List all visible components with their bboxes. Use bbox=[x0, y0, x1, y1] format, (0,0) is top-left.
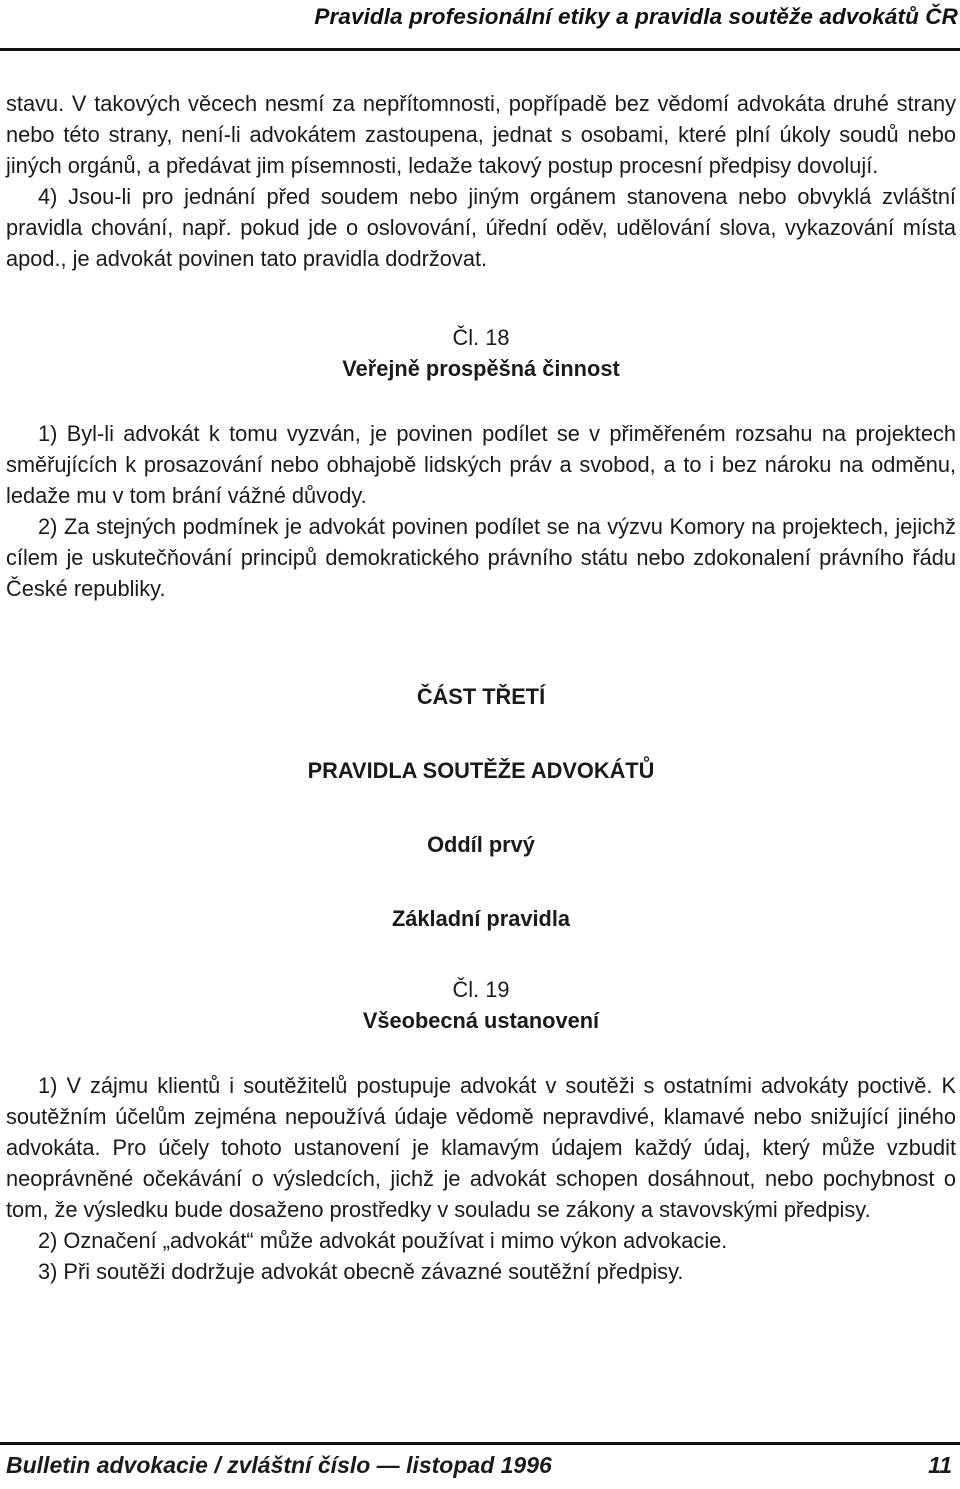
article-18-number: Čl. 18 bbox=[452, 325, 510, 350]
footer-publication: Bulletin advokacie / zvláštní číslo — listopad 1996 bbox=[6, 1452, 552, 1478]
article-19 bbox=[6, 974, 956, 1287]
page-content bbox=[6, 88, 956, 1287]
section-label: Oddíl prvý bbox=[427, 832, 535, 857]
article-19-paragraph-3: 3) Při soutěži dodržuje advokát obecně závazné soutěžní předpisy. bbox=[38, 1259, 684, 1284]
page-number: 11 bbox=[928, 1452, 952, 1478]
article-19-paragraph-2: 2) Označení „advokát“ může advokát používat i mimo výkon advokacie. bbox=[38, 1228, 728, 1253]
article-19-title: Všeobecná ustanovení bbox=[362, 1008, 600, 1033]
article-18-paragraph-1: 1) Byl-li advokát k tomu vyzván, je povinen podílet se v přiměřeném rozsahu na projektech směřujících k prosazování nebo obhajobě lidských práv a svobod, a to i bez nároku na odměnu, ledaže mu v tom brání vážné důvody. bbox=[6, 421, 956, 508]
article-18-title: Veřejně prospěšná činnost bbox=[342, 356, 620, 381]
part-title: PRAVIDLA SOUTĚŽE ADVOKÁTŮ bbox=[307, 758, 655, 783]
article-18 bbox=[6, 322, 956, 604]
footer-rule bbox=[0, 1442, 960, 1445]
article-19-paragraph-1: 1) V zájmu klientů i soutěžitelů postupuje advokát v soutěži s ostatními advokáty poctivě. K soutěžním účelům zejména nepoužívá údaje vědomě nepravdivé, klamavé nebo snižující jiného advokáta. Pro účely tohoto ustanovení je klamavým údajem každý údaj, který může vzbudit neoprávněné očekávání o výsledcích, jichž je advokát schopen dosáhnout, nebo pochybnost o tom, že výsledku bude dosaženo prostředky v souladu se zákony a stavovskými předpisy. bbox=[6, 1073, 956, 1222]
paragraph-4: 4) Jsou-li pro jednání před soudem nebo jiným orgánem stanovena nebo obvyklá zvláštní pravidla chování, např. pokud jde o oslovování, úřední oděv, udělování slova, vykazování místa apod., je advokát povinen tato pravidla dodržovat. bbox=[6, 184, 956, 271]
section-title: Základní pravidla bbox=[391, 906, 571, 931]
part-three bbox=[6, 681, 956, 934]
running-footer bbox=[6, 1452, 952, 1479]
part-label: ČÁST TŘETÍ bbox=[416, 684, 546, 709]
article-19-number: Čl. 19 bbox=[452, 977, 510, 1002]
running-header: Pravidla profesionální etiky a pravidla soutěže advokátů ČR bbox=[314, 4, 958, 29]
paragraph-intro: stavu. V takových věcech nesmí za nepřítomnosti, popřípadě bez vědomí advokáta druhé strany nebo této strany, není-li advokátem zastoupena, jednat s osobami, které plní úkoly soudů nebo jiných orgánů, a předávat jim písemnosti, ledaže takový postup procesní předpisy dovolují. bbox=[6, 91, 956, 178]
header-rule bbox=[0, 48, 960, 51]
article-18-paragraph-2: 2) Za stejných podmínek je advokát povinen podílet se na výzvu Komory na projektech, jejichž cílem je uskutečňování principů demokratického právního státu nebo zdokonalení právního řádu České republiky. bbox=[6, 514, 956, 601]
